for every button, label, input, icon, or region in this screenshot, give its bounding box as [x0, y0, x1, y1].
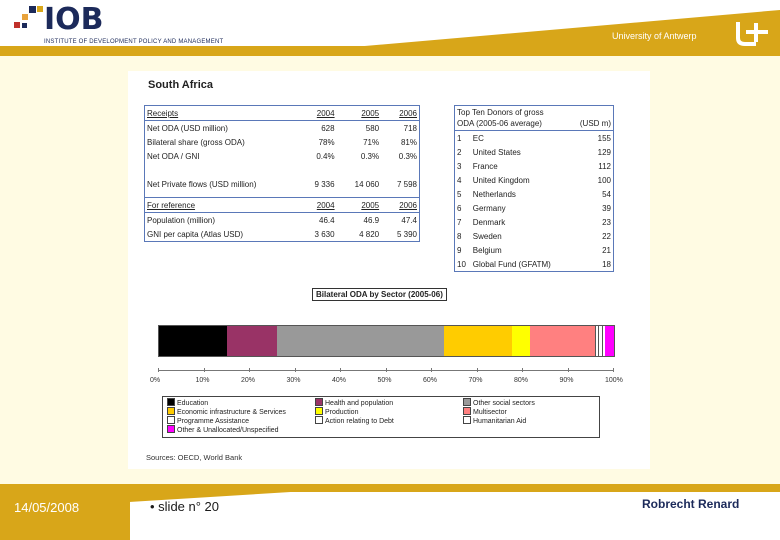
table-row: [455, 257, 614, 272]
legend-label: Other social sectors: [473, 400, 535, 407]
table-row: [455, 159, 614, 173]
tick-label: 30%: [286, 377, 301, 384]
table-row: [455, 173, 614, 187]
tick-mark: [568, 368, 569, 372]
cell: [337, 163, 382, 177]
source-note: Sources: OECD, World Bank: [146, 453, 243, 462]
tick-label: 40%: [332, 377, 347, 384]
row-label: Population (million): [147, 215, 216, 225]
cell: [381, 163, 419, 177]
iob-squares-icon: [10, 6, 44, 36]
rank: 4: [457, 175, 462, 185]
cell: 580: [365, 123, 380, 133]
legend-label: Production: [325, 409, 359, 416]
legend-item: [167, 425, 279, 435]
legend-swatch: [167, 398, 175, 406]
donor-amount: 54: [602, 189, 611, 199]
year-header: 2005: [337, 198, 382, 213]
table-row: [145, 149, 420, 163]
table-row: [145, 121, 420, 136]
table-row: [455, 201, 614, 215]
cell: 0.3%: [360, 151, 380, 161]
tick-mark: [386, 368, 387, 372]
logo-subtitle: INSTITUTE OF DEVELOPMENT POLICY AND MANAGEMENT: [44, 39, 224, 45]
donor-name: France: [472, 161, 498, 171]
donor-name: Belgium: [472, 245, 502, 255]
rank: 5: [457, 189, 462, 199]
bar-segment: [277, 326, 444, 356]
tick-label: 20%: [241, 377, 256, 384]
tick-label: 10%: [195, 377, 210, 384]
donor-amount: 18: [602, 259, 611, 269]
row-label: GNI per capita (Atlas USD): [147, 229, 244, 239]
bar-segment: [444, 326, 512, 356]
bar-segment: [227, 326, 277, 356]
donor-amount: 112: [598, 161, 611, 171]
year-header: 2005: [337, 106, 382, 121]
tick-mark: [522, 368, 523, 372]
donor-name: Global Fund (GFATM): [472, 259, 551, 269]
cell: 78%: [318, 137, 335, 147]
legend-swatch: [167, 407, 175, 415]
slide-number-text: slide n° 20: [158, 499, 220, 514]
row-label: [145, 163, 300, 177]
table-row: [455, 187, 614, 201]
stacked-bar: [158, 325, 615, 357]
row-label: Bilateral share (gross ODA): [147, 137, 245, 147]
donor-name: Sweden: [472, 231, 502, 241]
year-header: 2004: [299, 106, 337, 121]
year-header: 2004: [299, 198, 337, 213]
tick-mark: [340, 368, 341, 372]
legend-label: Education: [177, 400, 209, 407]
rank: 2: [457, 147, 462, 157]
reference-header: For reference: [145, 198, 300, 213]
cell: [299, 163, 337, 177]
tick-mark: [204, 368, 205, 372]
legend-item: [315, 416, 394, 426]
donor-name: Germany: [472, 203, 506, 213]
table-row: [145, 177, 420, 191]
donors-header-row: [455, 106, 614, 131]
donor-name: United States: [472, 147, 521, 157]
table-row: [455, 215, 614, 229]
legend-item: [463, 416, 526, 426]
sector-chart-title: Bilateral ODA by Sector (2005-06): [312, 288, 447, 301]
legend-swatch: [315, 398, 323, 406]
cell: 81%: [400, 137, 417, 147]
header: [0, 0, 780, 58]
row-label: Net ODA (USD million): [147, 123, 228, 133]
tick-label: 90%: [559, 377, 574, 384]
year-header: 2006: [381, 106, 419, 121]
donor-name: United Kingdom: [472, 175, 530, 185]
cell: 14 060: [354, 179, 380, 189]
table-row: [145, 213, 420, 228]
table-row: [145, 135, 420, 149]
donors-title: [455, 106, 571, 131]
table-row: [455, 145, 614, 159]
legend-label: Health and population: [325, 400, 394, 407]
rank: 9: [457, 245, 462, 255]
receipts-header-row: [145, 106, 420, 121]
table-row: [455, 229, 614, 243]
bar-segment: [159, 326, 227, 356]
donor-amount: 39: [602, 203, 611, 213]
chart-legend: [162, 396, 600, 438]
cell: 47.4: [401, 215, 417, 225]
legend-label: Humanitarian Aid: [473, 418, 527, 425]
rank: 6: [457, 203, 462, 213]
donors-table: [454, 105, 614, 272]
tick-mark: [295, 368, 296, 372]
tick-mark: [431, 368, 432, 372]
reference-header-row: [145, 198, 420, 213]
cell: 7 598: [396, 179, 417, 189]
logo-text: IOB: [44, 2, 104, 37]
rank: 3: [457, 161, 462, 171]
header-band: [0, 46, 780, 56]
cell: 46.4: [319, 215, 335, 225]
cell: 0.4%: [316, 151, 335, 161]
tick-label: 100%: [605, 377, 623, 384]
table-row: [455, 243, 614, 257]
tick-mark: [249, 368, 250, 372]
tick-mark: [613, 368, 614, 372]
legend-swatch: [463, 416, 471, 424]
donor-name: Denmark: [472, 217, 506, 227]
tick-label: 80%: [514, 377, 529, 384]
legend-swatch: [315, 407, 323, 415]
tick-mark: [158, 368, 159, 372]
legend-label: Programme Assistance: [177, 418, 249, 425]
donor-amount: 155: [597, 133, 611, 143]
cell: 3 630: [314, 229, 335, 239]
slide-number: • slide n° 20: [150, 499, 220, 514]
cell: 4 820: [359, 229, 380, 239]
cell: 71%: [363, 137, 380, 147]
cell: 46.9: [363, 215, 380, 225]
cell: 718: [403, 123, 417, 133]
bar-segment: [530, 326, 596, 356]
donor-amount: 100: [597, 175, 611, 185]
donors-title-line1: Top Ten Donors of gross: [457, 108, 544, 117]
bar-segment: [605, 326, 614, 356]
tick-label: 70%: [468, 377, 483, 384]
university-name: University of Antwerp: [612, 31, 697, 41]
rank: 8: [457, 231, 462, 241]
legend-swatch: [167, 425, 175, 433]
table-row: [145, 227, 420, 242]
tick-label: 60%: [423, 377, 438, 384]
country-title: South Africa: [148, 79, 213, 91]
table-row: [145, 163, 420, 177]
legend-swatch: [315, 416, 323, 424]
cell: 628: [321, 123, 335, 133]
cell: 5 390: [396, 229, 417, 239]
receipts-table: [144, 105, 420, 242]
cell: 9 336: [314, 179, 335, 189]
donor-amount: 22: [602, 231, 611, 241]
donor-name: EC: [472, 133, 484, 143]
rank: 10: [457, 259, 466, 269]
university-antwerp-logo-icon: [732, 20, 770, 46]
country-profile: [128, 71, 650, 469]
rank: 7: [457, 217, 462, 227]
legend-swatch: [463, 407, 471, 415]
row-label: Net ODA / GNI: [147, 151, 200, 161]
donor-amount: 21: [602, 245, 611, 255]
legend-swatch: [463, 398, 471, 406]
legend-swatch: [167, 416, 175, 424]
table-row: [455, 131, 614, 146]
legend-label: Multisector: [473, 409, 507, 416]
legend-label: Action relating to Debt: [325, 418, 394, 425]
tick-label: 50%: [377, 377, 392, 384]
rank: 1: [457, 133, 462, 143]
cell: 0.3%: [398, 151, 417, 161]
author-name: Robrecht Renard: [642, 497, 740, 511]
bar-segment: [512, 326, 530, 356]
donor-name: Netherlands: [472, 189, 516, 199]
year-header: 2006: [381, 198, 419, 213]
donor-amount: 23: [602, 217, 611, 227]
row-label: Net Private flows (USD million): [147, 179, 257, 189]
donor-amount: 129: [597, 147, 611, 157]
slide-date: 14/05/2008: [14, 500, 80, 515]
tick-label: 0%: [150, 377, 161, 384]
legend-label: Economic infrastructure & Services: [177, 409, 286, 416]
donors-unit: (USD m): [570, 106, 613, 131]
tick-mark: [477, 368, 478, 372]
donors-title-line2: ODA (2005-06 average): [457, 119, 542, 128]
receipts-header: Receipts: [145, 106, 300, 121]
legend-label: Other & Unallocated/Unspecified: [177, 427, 279, 434]
